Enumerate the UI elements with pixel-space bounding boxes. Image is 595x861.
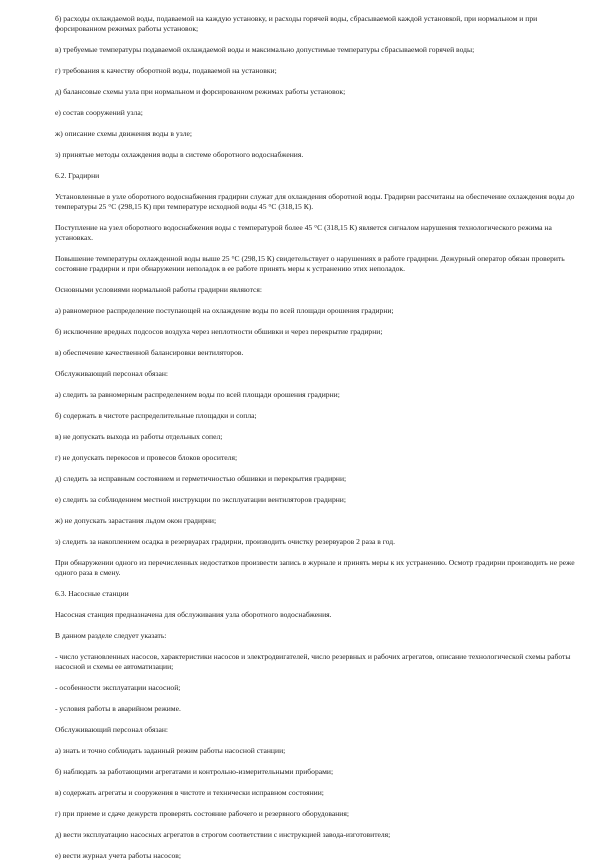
- paragraph-16: Обслуживающий персонал обязан:: [55, 369, 169, 378]
- paragraph-21: д) следить за исправным состоянием и герметичностью обшивки и перекрытия градирни;: [55, 474, 347, 483]
- paragraph-4: д) балансовые схемы узла при нормальном и форсированном режимах работы установок;: [55, 87, 346, 96]
- paragraph-34: б) наблюдать за работающими агрегатами и контрольно-измерительными приборами;: [55, 767, 334, 776]
- paragraph-6: ж) описание схемы движения воды в узле;: [55, 129, 192, 138]
- paragraph-12: Основными условиями нормальной работы градирни являются:: [55, 285, 263, 294]
- paragraph-11: Повышение температуры охлажденной воды выше 25 °С (298,15 К) свидетельствует о нарушениях в работе градирни. Дежурный оператор обязан проверить состояние градирни и при обнаружении неполадок в ее работе принять меры к устранению этих неполадок.: [55, 254, 565, 273]
- paragraph-33: а) знать и точно соблюдать заданный режим работы насосной станции;: [55, 746, 286, 755]
- paragraph-18: б) содержать в чистоте распределительные площадки и сопла;: [55, 411, 257, 420]
- paragraph-27: Насосная станция предназначена для обслуживания узла оборотного водоснабжения.: [55, 610, 332, 619]
- paragraph-37: д) вести эксплуатацию насосных агрегатов в строгом соответствии с инструкцией завода-изготовителя;: [55, 830, 391, 839]
- paragraph-35: в) содержать агрегаты и сооружения в чистоте и технически исправном состоянии;: [55, 788, 324, 797]
- paragraph-7: з) принятые методы охлаждения воды в системе оборотного водоснабжения.: [55, 150, 304, 159]
- section-heading-pump-stations: 6.3. Насосные станции: [55, 589, 129, 598]
- paragraph-5: е) состав сооружений узла;: [55, 108, 143, 117]
- paragraph-24: з) следить за накоплением осадка в резервуарах градирни, производить очистку резервуаров 2 раза в год.: [55, 537, 395, 546]
- paragraph-30: - особенности эксплуатации насосной;: [55, 683, 181, 692]
- paragraph-10: Поступление на узел оборотного водоснабжения воды с температурой более 45 °С (318,15 К) является сигналом нарушения технологического режима на установках.: [55, 223, 552, 242]
- paragraph-22: е) следить за соблюдением местной инструкции по эксплуатации вентиляторов градирни;: [55, 495, 346, 504]
- paragraph-19: в) не допускать выхода из работы отдельных сопел;: [55, 432, 223, 441]
- paragraph-25: При обнаружении одного из перечисленных недостатков произвести запись в журнале и принять меры к их устранению. Осмотр градирни производить не реже одного раза в смену.: [55, 558, 575, 577]
- paragraph-29: - число установленных насосов, характеристики насосов и электродвигателей, число резервных и рабочих агрегатов, описание технологической схемы работы насосной и схемы ее автоматизации;: [55, 652, 571, 671]
- section-heading-cooling-towers: 6.2. Градирни: [55, 171, 100, 180]
- paragraph-31: - условия работы в аварийном режиме.: [55, 704, 181, 713]
- paragraph-32: Обслуживающий персонал обязан:: [55, 725, 169, 734]
- paragraph-9: Установленные в узле оборотного водоснабжения градирни служат для охлаждения оборотной воды. Градирни рассчитаны на обеспечение охлаждения воды до температуры 25 °С (298,15 К) при температуре исходной воды 45 °С (318,15 К).: [55, 192, 575, 211]
- paragraph-13: а) равномерное распределение поступающей на охлаждение воды по всей площади орошения градирни;: [55, 306, 394, 315]
- paragraph-14: б) исключение вредных подсосов воздуха через неплотности обшивки и через перекрытие градирни;: [55, 327, 383, 336]
- paragraph-2: в) требуемые температуры подаваемой охлаждаемой воды и максимально допустимые температуры сбрасываемой горячей воды;: [55, 45, 475, 54]
- paragraph-28: В данном разделе следует указать:: [55, 631, 167, 640]
- paragraph-20: г) не допускать перекосов и провесов блоков оросителя;: [55, 453, 238, 462]
- paragraph-36: г) при приеме и сдаче дежурств проверять состояние рабочего и резервного оборудования;: [55, 809, 349, 818]
- paragraph-3: г) требования к качеству оборотной воды, подаваемой на установки;: [55, 66, 277, 75]
- paragraph-17: а) следить за равномерным распределением воды по всей площади орошения градирни;: [55, 390, 340, 399]
- paragraph-23: ж) не допускать зарастания льдом окон градирни;: [55, 516, 217, 525]
- paragraph-15: в) обеспечение качественной балансировки вентиляторов.: [55, 348, 244, 357]
- paragraph-38: е) вести журнал учета работы насосов;: [55, 851, 181, 860]
- paragraph-1: б) расходы охлаждаемой воды, подаваемой на каждую установку, и расходы горячей воды, сбрасываемой каждой установкой, при нормальном и при форсированном режимах работы установок;: [55, 14, 538, 33]
